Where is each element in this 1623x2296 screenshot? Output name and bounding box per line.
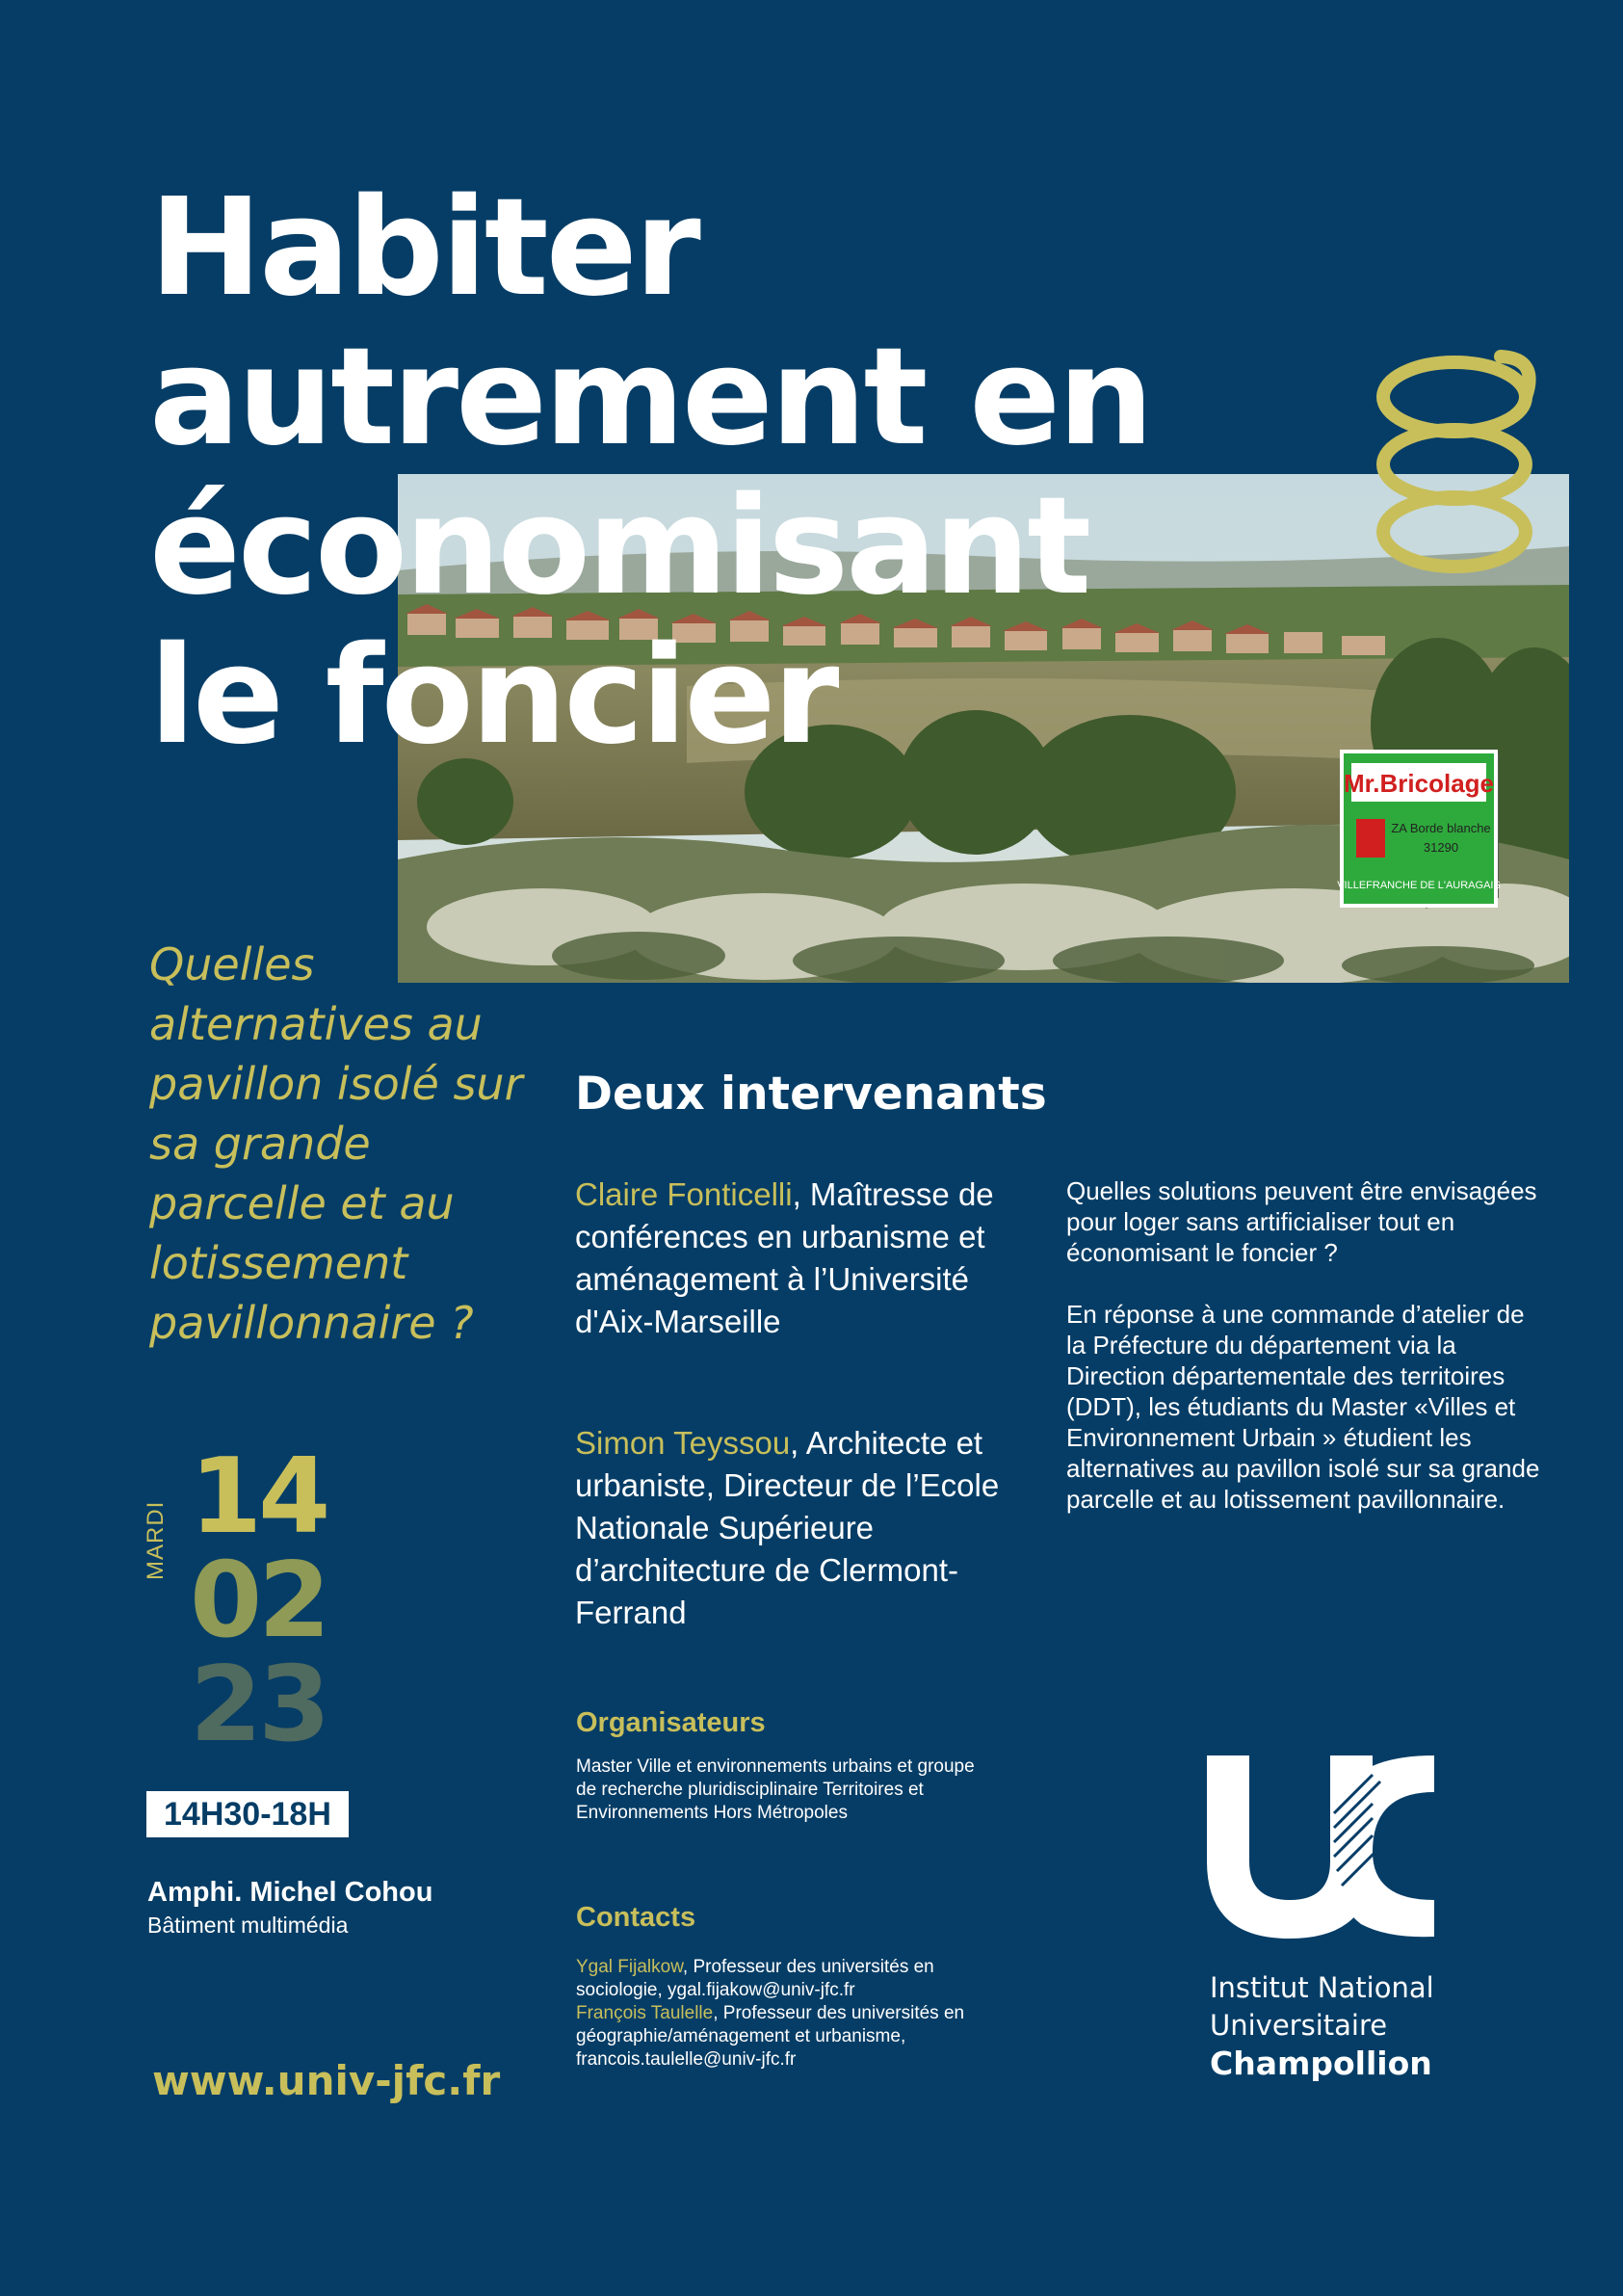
coil-decoration-icon [1366, 349, 1547, 580]
contacts-heading: Contacts [576, 1902, 696, 1933]
sign-line-1: ZA Borde blanche [1391, 821, 1491, 835]
contact-2-name: François Taulelle [576, 2003, 714, 2023]
speaker-1-name: Claire Fonticelli [575, 1176, 793, 1212]
venue-building: Bâtiment multimédia [147, 1913, 349, 1938]
speaker-2-name: Simon Teyssou [575, 1425, 791, 1461]
day-label: MARDI [143, 1500, 169, 1580]
uc-logo-icon [1207, 1755, 1434, 1939]
contact-2 [576, 2002, 981, 2072]
logo-line-3: Champollion [1210, 2045, 1432, 2082]
logo-text [1210, 1969, 1434, 2082]
speaker-1 [575, 1174, 1028, 1343]
logo-line-2: Universitaire [1210, 2009, 1388, 2042]
question-text: Quelles alternatives au pavillon isolé sur sa grande parcelle et au lotissement pavillonnaire ? [149, 938, 523, 1349]
description-paragraph-1: Quelles solutions peuvent être envisagées pour loger sans artificialiser tout en économisant le foncier ? [1066, 1176, 1537, 1267]
speaker-2-role: , Architecte et urbaniste, Directeur de l’Ecole Nationale Supérieure d’architecture de Clermont-Ferrand [575, 1425, 1000, 1630]
store-sign [1337, 752, 1501, 906]
date-day: 14 [190, 1437, 327, 1557]
website-link[interactable]: www.univ-jfc.fr [152, 2057, 501, 2104]
sign-line-2: 31290 [1423, 840, 1459, 855]
sign-line-3: VILLEFRANCHE DE L'AURAGAIS [1337, 880, 1501, 891]
contact-1-name: Ygal Fijalkow [576, 1957, 683, 1977]
venue-name: Amphi. Michel Cohou [147, 1877, 433, 1908]
contact-1-details: , Professeur des universités en sociologie, ygal.fijakow@univ-jfc.fr [576, 1957, 934, 2000]
contact-2-details: , Professeur des universités en géographie/aménagement et urbanisme, francois.taulelle@univ-jfc.fr [576, 2003, 965, 2070]
speaker-1-role: , Maîtresse de conférences en urbanisme et aménagement à l’Université d'Aix-Marseille [575, 1176, 994, 1339]
title-line-1: Habiter [149, 170, 698, 327]
date-month: 02 [190, 1541, 327, 1661]
title-line-4: le foncier [149, 618, 837, 775]
contact-1 [576, 1956, 981, 2002]
title-line-3: économisant [149, 468, 1089, 625]
sign-name: Mr.Bricolage [1343, 769, 1495, 798]
speaker-2 [575, 1422, 1028, 1634]
time-badge: 14H30-18H [146, 1791, 349, 1837]
poster-title [149, 170, 1151, 775]
date-year: 23 [190, 1645, 327, 1765]
organisers-heading: Organisateurs [576, 1707, 766, 1738]
description [1066, 1175, 1548, 1545]
organisers-text: Master Ville et environnements urbains et groupe de recherche pluridisciplinaire Territoires et Environnements Hors Métropoles [576, 1756, 975, 1823]
title-line-2: autrement en [149, 319, 1151, 476]
speakers-heading: Deux intervenants [575, 1068, 1047, 1121]
description-paragraph-2: En réponse à une commande d’atelier de la Préfecture du département via la Direction départementale des territoires (DDT), les étudiants du Master «Villes et Environnement Urbain » étudient les alternatives au pavillon isolé sur sa grande parcelle et au lotissement pavillonnaire. [1066, 1300, 1540, 1514]
logo-line-1: Institut National [1210, 1971, 1434, 2004]
